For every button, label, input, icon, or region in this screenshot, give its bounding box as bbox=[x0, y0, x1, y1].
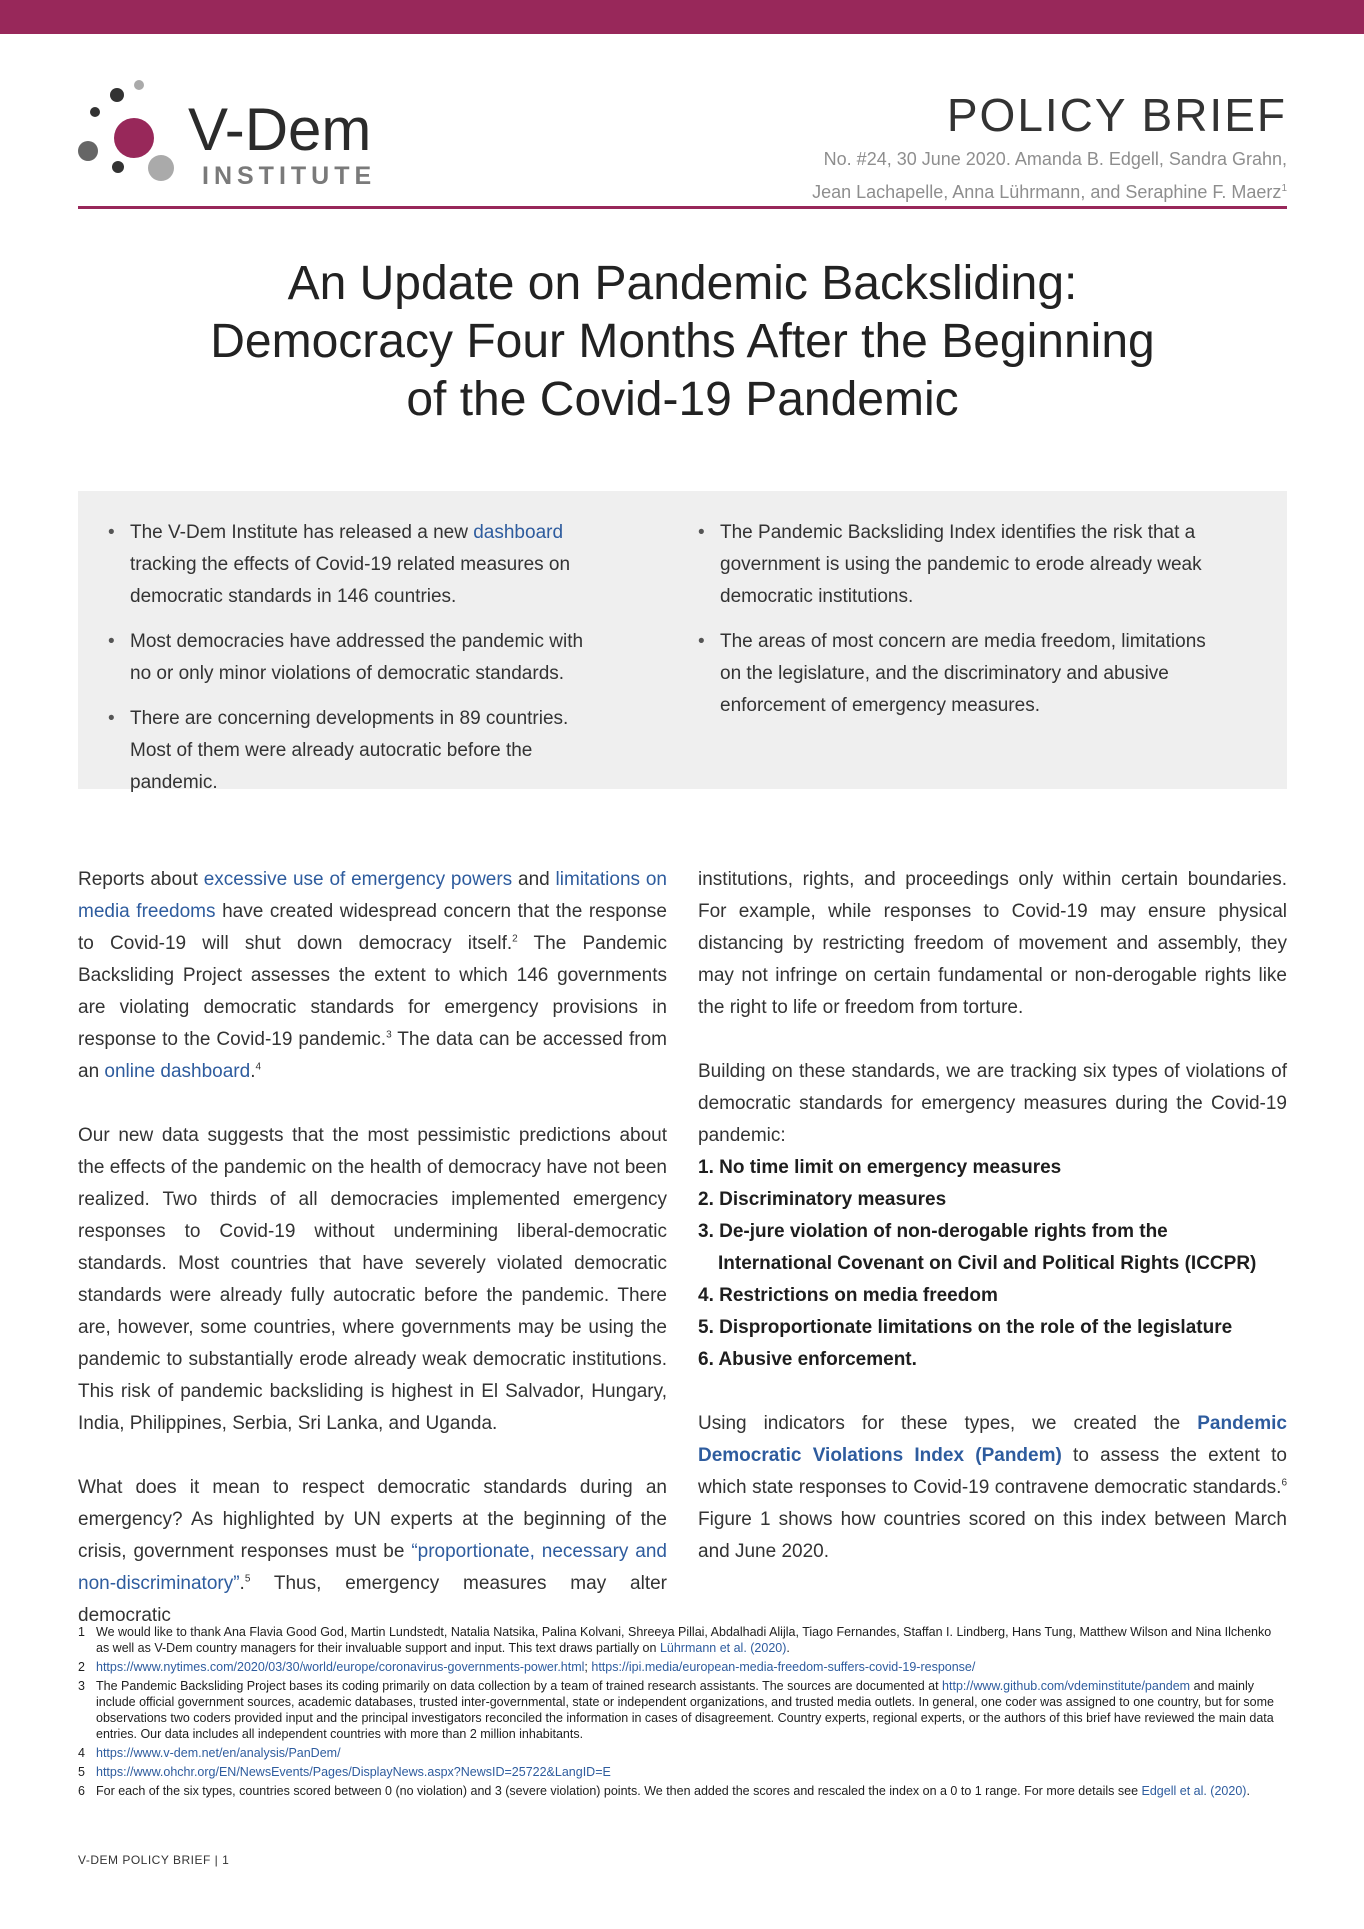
violation-item: 4. Restrictions on media freedom bbox=[698, 1285, 998, 1306]
media-freedoms-link[interactable]: limitations on media freedoms bbox=[78, 869, 667, 922]
dashboard-link[interactable]: dashboard bbox=[473, 522, 564, 543]
body-column-right bbox=[698, 864, 1287, 1600]
footnote-link[interactable]: Edgell et al. (2020) bbox=[1141, 1784, 1247, 1798]
footnote-link[interactable]: Lührmann et al. (2020) bbox=[659, 1641, 787, 1655]
logo-dot bbox=[110, 88, 124, 102]
footnote: 6 For each of the six types, countries scored between 0 (no violation) and 3 (severe violation) points. We then added the scores and rescaled the index on a 0 to 1 range. For more details see Edgell et al. (2020). bbox=[78, 1784, 1250, 1798]
key-findings-left bbox=[78, 517, 608, 812]
footnote-ref[interactable]: 4 bbox=[255, 1061, 262, 1073]
body-column-left bbox=[78, 864, 667, 1664]
key-finding-item: • The Pandemic Backsliding Index identifies the risk that a government is using the pandemic to erode already weak democratic institutions. bbox=[668, 517, 1228, 613]
violation-item: 6. Abusive enforcement. bbox=[698, 1349, 917, 1370]
footnote-link[interactable]: https://ipi.media/european-media-freedom-suffers-covid-19-response/ bbox=[591, 1660, 976, 1674]
body-paragraph: What does it mean to respect democratic standards during an emergency? As highlighted by UN experts at the beginning of the crisis, government responses must be “proportionate, necessary and non-discriminatory”.$^5$ Thus, emergency measures may alter democratic bbox=[78, 1477, 667, 1626]
logo-wordmark: V-Dem bbox=[188, 96, 372, 163]
key-finding-item: • The areas of most concern are media freedom, limitations on the legislature, and the discriminatory and abusive enforcement of emergency measures. bbox=[668, 626, 1228, 722]
brief-info-line1: No. #24, 30 June 2020. Amanda B. Edgell, Sandra Grahn, bbox=[823, 149, 1287, 169]
logo-dot bbox=[148, 155, 174, 181]
violations-list bbox=[698, 1152, 1287, 1376]
footnote-link[interactable]: https://www.v-dem.net/en/analysis/PanDem/ bbox=[96, 1746, 341, 1760]
footnote: 4 https://www.v-dem.net/en/analysis/PanDem/ bbox=[78, 1746, 341, 1760]
footnote-link[interactable]: https://www.nytimes.com/2020/03/30/world/europe/coronavirus-governments-power.html bbox=[96, 1660, 585, 1674]
violation-item: 1. No time limit on emergency measures bbox=[698, 1157, 1062, 1178]
footnote: 2 https://www.nytimes.com/2020/03/30/world/europe/coronavirus-governments-power.html; https://ipi.media/european-media-freedom-suffers-covid-19-response/ bbox=[78, 1660, 976, 1674]
violation-item: 3. De-jure violation of non-derogable rights from the International Covenant on Civil and Political Rights (ICCPR) bbox=[698, 1221, 1257, 1274]
brief-info bbox=[727, 145, 1287, 207]
brief-info-line2: Jean Lachapelle, Anna Lührmann, and Seraphine F. Maerz bbox=[812, 182, 1282, 202]
logo-subtitle: INSTITUTE bbox=[202, 162, 377, 190]
violation-item: 2. Discriminatory measures bbox=[698, 1189, 947, 1210]
footnote-ref[interactable]: 2 bbox=[512, 933, 518, 945]
footnotes bbox=[78, 1624, 1287, 1802]
footnote: 3 The Pandemic Backsliding Project bases its coding primarily on data collection by a team of trained research assistants. The sources are documented at http://www.github.com/vdeminstitute/pandem and mainly include official government sources, academic databases, trusted inter-governmental, state or independent organizations, and trusted media outlets. In general, one coder was assigned to one country, but for some observations two coders provided input and the principal investigators reconciled the information in cases of disagreement. Country experts, regional experts, or the authors of this brief have reviewed the main data entries. Our data includes all independent countries with more than 2 million inhabitants. bbox=[78, 1679, 1275, 1741]
v-dem-logo bbox=[78, 80, 418, 190]
footnote-ref[interactable]: 6 bbox=[1281, 1477, 1287, 1489]
violation-item: 5. Disproportionate limitations on the role of the legislature bbox=[698, 1317, 1233, 1338]
logo-dot bbox=[78, 141, 98, 161]
body-paragraph: Using indicators for these types, we created the Pandemic Democratic Violations Index (Pandem) to assess the extent to which state responses to Covid-19 contravene democratic standards.$^6$ Figure 1 shows how countries scored on this index between March and June 2020. bbox=[698, 1413, 1287, 1562]
footnote-link[interactable]: http://www.github.com/vdeminstitute/pandem bbox=[942, 1679, 1191, 1693]
footnote: 1 We would like to thank Ana Flavia Good God, Martin Lundstedt, Natalia Natsika, Palina Kolvani, Shreeya Pillai, Abdalhadi Alijla, Tiago Fernandes, Staffan I. Lindberg, Hans Tung, Matthew Wilson and Nina Ilchenko as well as V-Dem country managers for their invaluable support and input. This text draws partially on Lührmann et al. (2020). bbox=[78, 1625, 1272, 1655]
logo-dot bbox=[114, 118, 154, 158]
key-finding-item: • The V-Dem Institute has released a new dashboard tracking the effects of Covid-19 related measures on democratic standards in 146 countries. bbox=[78, 517, 608, 613]
header-divider bbox=[78, 206, 1287, 209]
footnote-ref[interactable]: 1 bbox=[1281, 183, 1287, 194]
body-paragraph: institutions, rights, and proceedings only within certain boundaries. For example, while responses to Covid-19 may ensure physical distancing by restricting freedom of movement and assembly, they may not infringe on certain fundamental or non-derogable rights like the right to life or freedom from torture. bbox=[698, 869, 1287, 1018]
logo-dot bbox=[112, 161, 124, 173]
body-paragraph: Reports about excessive use of emergency powers and limitations on media freedoms have created widespread concern that the response to Covid-19 will shut down democracy itself.$^2$ The Pandemic Backsliding Project assesses the extent to which 146 governments are violating democratic standards for emergency provisions in response to the Covid-19 pandemic.$^3$ The data can be accessed from an online dashboard.$^4$ bbox=[78, 869, 668, 1082]
logo-dot bbox=[134, 80, 144, 90]
key-finding-item: • There are concerning developments in 89 countries. Most of them were already autocratic before the pandemic. bbox=[78, 703, 608, 799]
key-finding-item: • Most democracies have addressed the pandemic with no or only minor violations of democratic standards. bbox=[78, 626, 608, 690]
body-paragraph: Building on these standards, we are tracking six types of violations of democratic standards for emergency measures during the Covid-19 pandemic: bbox=[698, 1061, 1287, 1146]
logo-dot bbox=[90, 107, 100, 117]
emergency-powers-link[interactable]: excessive use of emergency powers bbox=[203, 869, 513, 890]
key-findings-right bbox=[668, 517, 1228, 735]
un-experts-link[interactable]: “proportionate, necessary and non-discriminatory” bbox=[78, 1541, 667, 1594]
online-dashboard-link[interactable]: online dashboard bbox=[104, 1061, 251, 1082]
pandem-index-link[interactable]: Pandemic Democratic Violations Index (Pandem) bbox=[698, 1413, 1287, 1466]
footnote-ref[interactable]: 3 bbox=[386, 1029, 392, 1041]
top-color-bar bbox=[0, 0, 1364, 34]
page-title: An Update on Pandemic Backsliding: Democracy Four Months After the Beginning of the Covid-19 Pandemic bbox=[210, 257, 1155, 426]
policy-brief-label: POLICY BRIEF bbox=[946, 89, 1287, 141]
page-footer: V-DEM POLICY BRIEF | 1 bbox=[78, 1853, 230, 1867]
key-findings-box bbox=[78, 491, 1287, 793]
footnote-link[interactable]: https://www.ohchr.org/EN/NewsEvents/Pages/DisplayNews.aspx?NewsID=25722&LangID=E bbox=[96, 1765, 611, 1779]
body-paragraph: Our new data suggests that the most pessimistic predictions about the effects of the pandemic on the health of democracy have not been realized. Two thirds of all democracies implemented emergency responses to Covid-19 without undermining liberal-democratic standards. Most countries that have severely violated democratic standards were already fully autocratic before the pandemic. There are, however, some countries, where governments may be using the pandemic to substantially erode already weak democratic institutions. This risk of pandemic backsliding is highest in El Salvador, Hungary, India, Philippines, Serbia, Sri Lanka, and Uganda. bbox=[78, 1125, 667, 1434]
footnote: 5 https://www.ohchr.org/EN/NewsEvents/Pages/DisplayNews.aspx?NewsID=25722&LangID=E bbox=[78, 1765, 611, 1779]
footnote-ref[interactable]: 5 bbox=[244, 1573, 251, 1585]
